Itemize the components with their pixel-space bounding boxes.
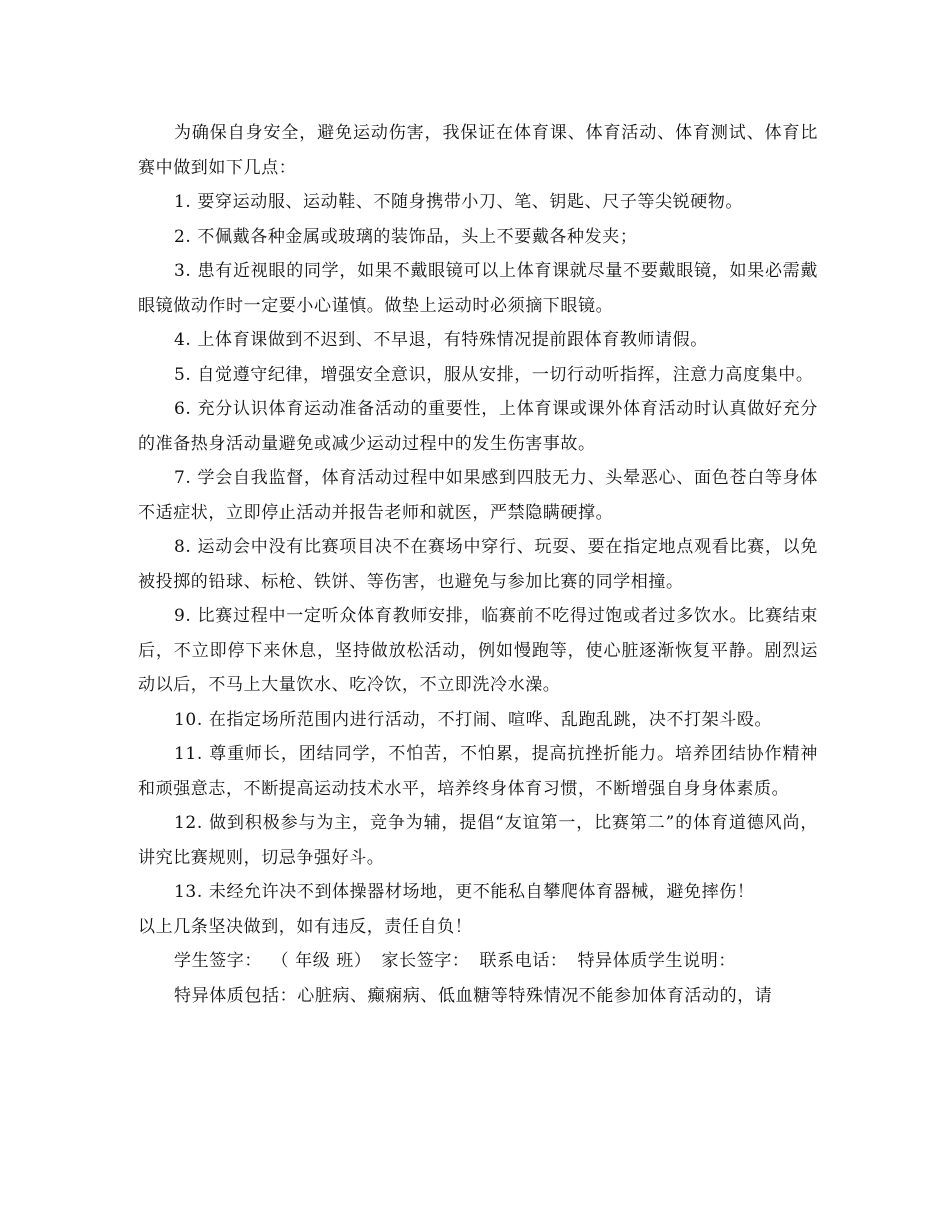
- rule-item-2: 2. 不佩戴各种金属或玻璃的装饰品，头上不要戴各种发夹；: [174, 226, 638, 247]
- document-body: [138, 116, 818, 1013]
- rule-item-13: 13. 未经允许决不到体操器材场地，更不能私自攀爬体育器械，避免摔伤！: [174, 882, 755, 902]
- parent-signature-label: 家长签字：: [381, 951, 470, 971]
- phone-label: 联系电话：: [479, 951, 568, 971]
- rule-item-9: 9. 比赛过程中一定听众体育教师安排，临赛前不吃得过饱或者过多饮水。比赛结束后，不立即停下来休息，坚持做放松活动，例如慢跑等，使心脏逐渐恢复平静。剧烈运动以后，不马上大量饮水、吃冷饮，不立即洗冷水澡。: [138, 606, 818, 695]
- special-conditions-paragraph: 特异体质包括：心脏病、癫痫病、低血糖等特殊情况不能参加体育活动的，请: [174, 985, 773, 1006]
- rule-item-11: 11. 尊重师长，团结同学，不怕苦，不怕累，提高抗挫折能力。培养团结协作精神和顽强意志，不断提高运动技术水平，培养终身体育习惯，不断增强自身身体素质。: [138, 744, 818, 799]
- rule-item-7: 7. 学会自我监督，体育活动过程中如果感到四肢无力、头晕恶心、面色苍白等身体不适症状，立即停止活动并报告老师和就医，严禁隐瞒硬撑。: [138, 468, 818, 523]
- rule-item-10: 10. 在指定场所范围内进行活动，不打闹、喧哗、乱跑乱跳，决不打架斗殴。: [174, 709, 773, 730]
- rule-item-3: 3. 患有近视眼的同学，如果不戴眼镜可以上体育课就尽量不要戴眼镜，如果必需戴眼镜做动作时一定要小心谨慎。做垫上运动时必须摘下眼镜。: [138, 261, 818, 316]
- grade-class-label: （ 年级 班）: [280, 951, 372, 971]
- closing-statement: 以上几条坚决做到，如有违反，责任自负！: [138, 916, 473, 937]
- rule-item-4: 4. 上体育课做到不迟到、不早退，有特殊情况提前跟体育教师请假。: [174, 330, 708, 350]
- rule-item-12: 12. 做到积极参与为主，竞争为辅，提倡“友谊第一，比赛第二”的体育道德风尚，讲究比赛规则，切忌争强好斗。: [138, 813, 818, 868]
- rule-item-6: 6. 充分认识体育运动准备活动的重要性，上体育课或课外体育活动时认真做好充分的准备热身活动量避免或减少运动过程中的发生伤害事故。: [138, 399, 818, 454]
- intro-paragraph: 为确保自身安全，避免运动伤害，我保证在体育课、体育活动、体育测试、体育比赛中做到如下几点：: [138, 123, 818, 178]
- signature-line: [138, 944, 818, 979]
- student-signature-label: 学生签字：: [174, 951, 262, 971]
- rule-item-1: 1. 要穿运动服、运动鞋、不随身携带小刀、笔、钥匙、尺子等尖锐硬物。: [174, 192, 744, 212]
- rule-item-8: 8. 运动会中没有比赛项目决不在赛场中穿行、玩耍、要在指定地点观看比赛，以免被投掷的铅球、标枪、铁饼、等伤害，也避免与参加比赛的同学相撞。: [138, 537, 818, 592]
- special-constitution-label: 特异体质学生说明：: [577, 951, 736, 971]
- rule-item-5: 5. 自觉遵守纪律，增强安全意识，服从安排，一切行动听指挥，注意力高度集中。: [174, 364, 814, 385]
